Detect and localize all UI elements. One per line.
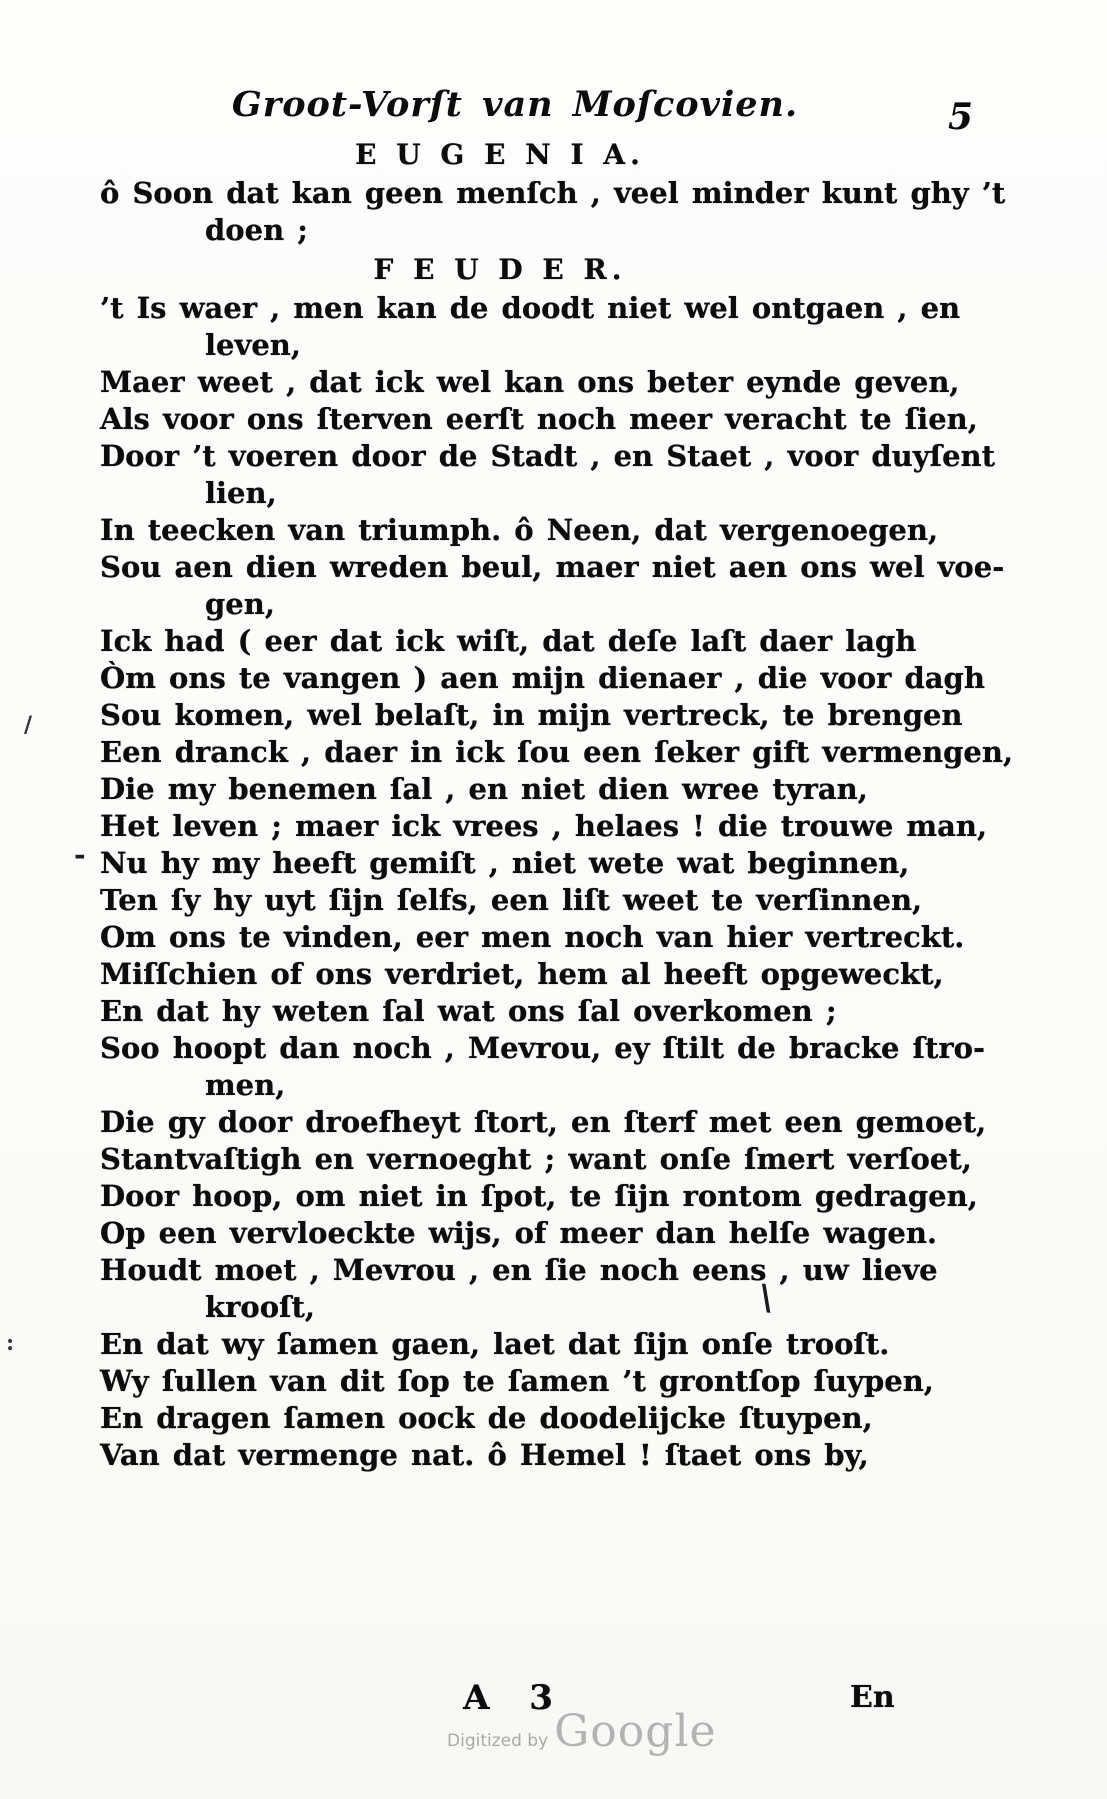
quire-signature: A 3 bbox=[463, 1678, 567, 1718]
verse-line-wrap: krooſt, bbox=[205, 1290, 316, 1324]
speaker-heading-feuder: F E U D E R. bbox=[373, 253, 627, 286]
verse-line: En dat hy weten ſal wat ons ſal overkomen ; bbox=[100, 994, 837, 1028]
verse-line: Miſſchien of ons verdriet, hem al heeft opgeweckt, bbox=[100, 957, 944, 991]
verse-line: Maer weet , dat ick wel kan ons beter eynde geven, bbox=[100, 365, 960, 399]
verse-line-wrap: gen, bbox=[205, 587, 275, 621]
verse-line: Op een vervloeckte wijs, of meer dan helſe wagen. bbox=[100, 1216, 938, 1250]
google-logo: Google bbox=[554, 1706, 717, 1757]
play-text bbox=[100, 134, 1014, 1474]
catchword: En bbox=[850, 1680, 895, 1715]
verse-line: Sou aen dien wreden beul, maer niet aen ons wel voe- bbox=[100, 550, 1005, 584]
verse-line: En dragen ſamen oock de doodelijcke ſtuypen, bbox=[100, 1401, 873, 1435]
verse-line: Als voor ons ſterven eerſt noch meer veracht te ſien, bbox=[100, 402, 978, 436]
verse-line: Het leven ; maer ick vrees , helaes ! die trouwe man, bbox=[100, 809, 988, 843]
verse-line: Soo hoopt dan noch , Mevrou, ey ſtilt de bracke ſtro- bbox=[100, 1031, 986, 1065]
scan-artifact-stroke: \ bbox=[757, 1277, 776, 1319]
verse-line: Die my benemen ſal , en niet dien wree tyran, bbox=[100, 772, 868, 806]
page-header bbox=[100, 84, 930, 125]
verse-line-wrap: lien, bbox=[205, 476, 277, 510]
verse-line: Door hoop, om niet in ſpot, te ſijn rontom gedragen, bbox=[100, 1179, 978, 1213]
verse-line: Ick had ( eer dat ick wiſt, dat deſe laſt daer lagh bbox=[100, 624, 917, 658]
verse-line: Een dranck , daer in ick ſou een ſeker gift vermengen, bbox=[100, 735, 1014, 769]
verse-line: Door ’t voeren door de Stadt , en Staet , voor duyſent bbox=[100, 439, 996, 473]
google-watermark bbox=[447, 1706, 717, 1757]
verse-line: Nu hy my heeft gemiſt , niet wete wat beginnen, bbox=[100, 846, 910, 880]
verse-line: Die gy door droefheyt ſtort, en ſterf met een gemoet, bbox=[100, 1105, 987, 1139]
verse-line: Ten ſy hy uyt ſijn ſelfs, een liſt weet te verſinnen, bbox=[100, 883, 923, 917]
speaker-heading-eugenia: E U G E N I A. bbox=[355, 138, 645, 171]
scan-artifact-colon: : bbox=[6, 1330, 15, 1356]
verse-line: Òm ons te vangen ) aen mijn dienaer , die voor dagh bbox=[100, 661, 985, 695]
verse-line: ô Soon dat kan geen menſch , veel minder kunt ghy ’t bbox=[100, 176, 1006, 210]
watermark-prefix-label: Digitized by bbox=[447, 1731, 549, 1751]
verse-line: In teecken van triumph. ô Neen, dat vergenoegen, bbox=[100, 513, 939, 547]
verse-line: Van dat vermenge nat. ô Hemel ! ſtaet ons by, bbox=[100, 1438, 869, 1472]
running-title: Groot-Vorſt van Moſcovien. bbox=[231, 84, 799, 125]
verse-line: Sou komen, wel belaſt, in mijn vertreck, te brengen bbox=[100, 698, 963, 732]
scan-artifact-slash: / bbox=[24, 712, 33, 738]
verse-line: Stantvaſtigh en vernoeght ; want onſe ſmert verſoet, bbox=[100, 1142, 972, 1176]
verse-line-wrap: doen ; bbox=[205, 213, 308, 247]
verse-line-wrap: men, bbox=[205, 1068, 286, 1102]
verse-line-wrap: leven, bbox=[205, 328, 301, 362]
verse-line: Om ons te vinden, eer men noch van hier vertreckt. bbox=[100, 920, 965, 954]
page-number: 5 bbox=[948, 96, 974, 138]
verse-line: ’t Is waer , men kan de doodt niet wel ontgaen , en bbox=[100, 291, 961, 325]
verse-line: Houdt moet , Mevrou , en ſie noch eens , uw lieve bbox=[100, 1253, 938, 1287]
verse-line: Wy ſullen van dit ſop te ſamen ’t grontſop ſuypen, bbox=[100, 1364, 934, 1398]
verse-line: En dat wy ſamen gaen, laet dat ſijn onſe trooſt. bbox=[100, 1327, 890, 1361]
scan-artifact-dash: - bbox=[74, 838, 86, 871]
